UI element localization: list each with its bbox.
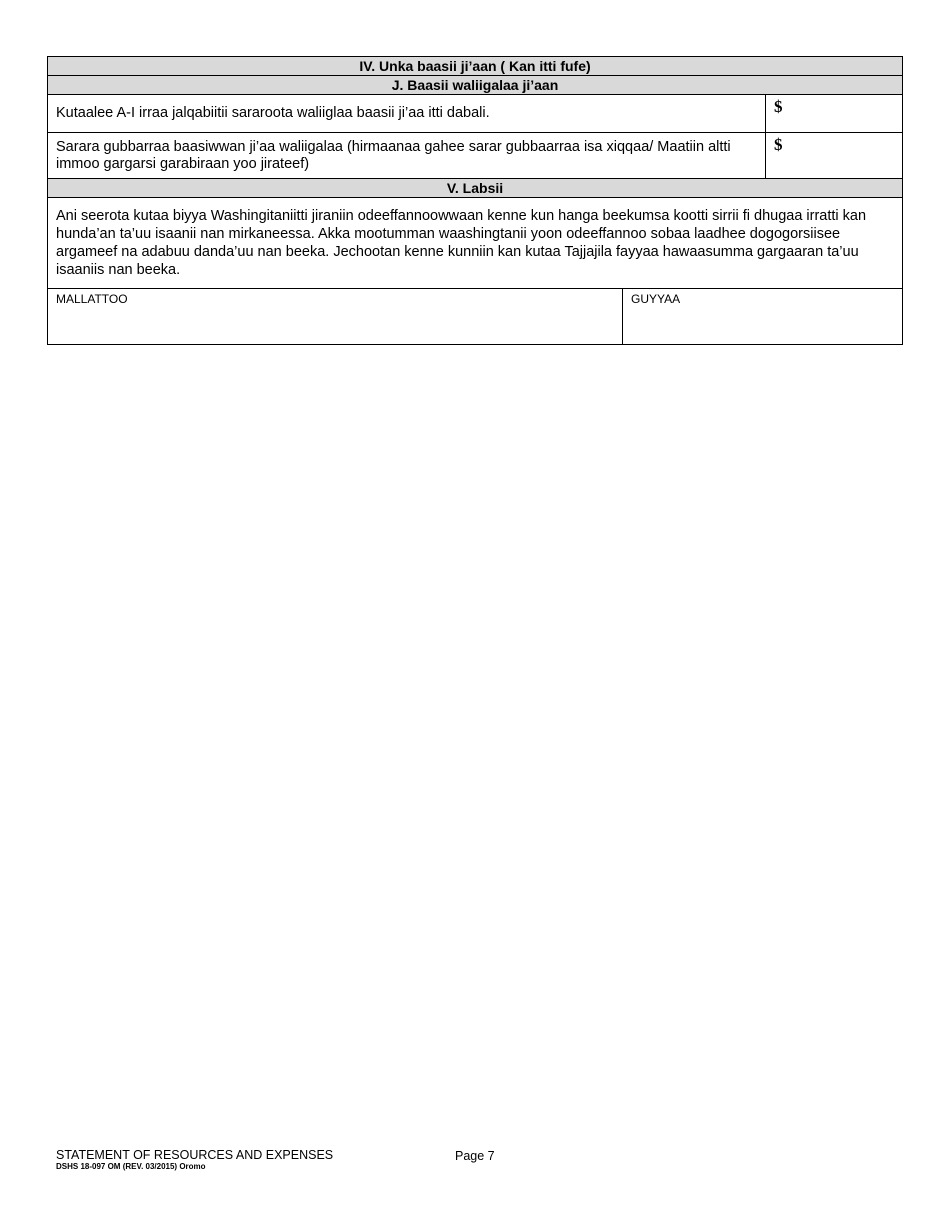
adjusted-expenses-amount-field[interactable] bbox=[766, 133, 902, 178]
dollar-sign: $ bbox=[774, 97, 783, 116]
date-label: GUYYAA bbox=[631, 292, 681, 306]
subsection-j-title: J. Baasii waliigalaa ji’aan bbox=[48, 76, 902, 95]
signature-row bbox=[48, 289, 902, 344]
section-iv-title: IV. Unka baasii ji’aan ( Kan itti fufe) bbox=[48, 57, 902, 76]
adjusted-expenses-row bbox=[48, 133, 902, 179]
total-expenses-label: Kutaalee A-I irraa jalqabiitii sararoota waliiglaa baasii ji’aa itti dabali. bbox=[48, 95, 766, 132]
form-code: DSHS 18-097 OM (REV. 03/2015) Oromo bbox=[56, 1162, 206, 1171]
page-number: Page 7 bbox=[455, 1149, 495, 1163]
signature-field[interactable] bbox=[48, 289, 623, 344]
expenses-form bbox=[47, 56, 903, 345]
declaration-text: Ani seerota kutaa biyya Washingitaniitti jiraniin odeeffannoowwaan kenne kun hanga beekumsa kootti sirrii fi dhugaa irratti kan hunda’an ta’uu isaanii nan mirkaneessa. Akka mootumman waashingtanii yoon odeeffannoo sobaa laadhee dogogorsiisee argameef na adabuu danda’uu nan beeka. Jechootan kenne kunniin kan kutaa Tajjajila fayyaa hawaasumma gargaaran ta’uu isaaniis nan beeka. bbox=[48, 198, 902, 289]
adjusted-expenses-label: Sarara gubbarraa baasiwwan ji’aa waliigalaa (hirmaanaa gahee sarar gubbaarraa isa xiqqaa/ Maatiin altti immoo gargarsi garabiraan yoo jirateef) bbox=[48, 133, 766, 178]
section-v-title: V. Labsii bbox=[48, 179, 902, 198]
date-field[interactable] bbox=[623, 289, 902, 344]
total-expenses-amount-field[interactable] bbox=[766, 95, 902, 132]
footer-title: STATEMENT OF RESOURCES AND EXPENSES bbox=[56, 1148, 334, 1162]
footer bbox=[56, 1148, 333, 1172]
dollar-sign: $ bbox=[774, 135, 783, 154]
signature-label: MALLATTOO bbox=[56, 292, 128, 306]
total-expenses-row bbox=[48, 95, 902, 133]
